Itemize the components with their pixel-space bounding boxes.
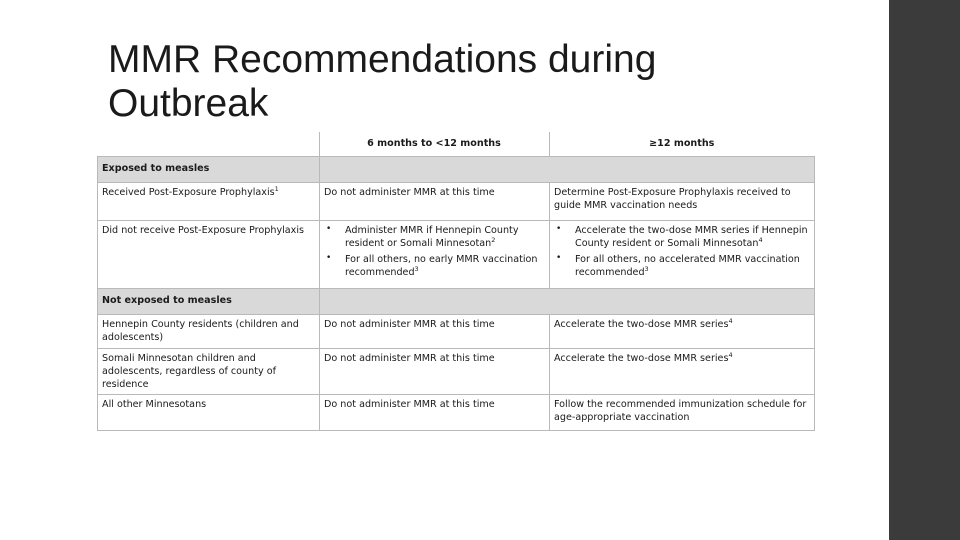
population-cell: Received Post-Exposure Prophylaxis$^1$ bbox=[98, 183, 320, 221]
header-cell-12-months-plus: ≥12 months bbox=[550, 132, 815, 157]
population-cell: Somali Minnesotan children and adolescents, regardless of county of residence bbox=[98, 349, 320, 395]
older-recommendation-cell: Follow the recommended immunization schedule for age-appropriate vaccination bbox=[550, 395, 815, 431]
population-cell: All other Minnesotans bbox=[98, 395, 320, 431]
recommendations-table bbox=[97, 132, 815, 431]
infant-recommendation-cell: Do not administer MMR at this time bbox=[320, 395, 550, 431]
infant-recommendation-cell: Do not administer MMR at this time bbox=[320, 315, 550, 349]
list-item: • Administer MMR if Hennepin County resident or Somali Minnesotan$^2$ bbox=[324, 224, 544, 250]
recommendations-table-container bbox=[97, 132, 814, 431]
bullet-list bbox=[554, 224, 809, 279]
section-label-exposed: Exposed to measles bbox=[98, 157, 320, 183]
header-cell-population bbox=[98, 132, 320, 157]
table-row bbox=[98, 395, 815, 431]
table-row bbox=[98, 315, 815, 349]
population-cell: Did not receive Post-Exposure Prophylaxis bbox=[98, 221, 320, 289]
list-item: • For all others, no early MMR vaccination recommended$^3$ bbox=[324, 253, 544, 279]
section-row-exposed bbox=[98, 157, 815, 183]
older-recommendation-cell: Accelerate the two-dose MMR series$^4$ bbox=[550, 315, 815, 349]
infant-recommendation-cell bbox=[320, 221, 550, 289]
header-cell-6-to-12-months: 6 months to <12 months bbox=[320, 132, 550, 157]
list-item: • Accelerate the two-dose MMR series if Hennepin County resident or Somali Minnesotan$^4$ bbox=[554, 224, 809, 250]
list-item: • For all others, no accelerated MMR vaccination recommended$^3$ bbox=[554, 253, 809, 279]
older-recommendation-cell: Determine Post-Exposure Prophylaxis received to guide MMR vaccination needs bbox=[550, 183, 815, 221]
bullet-list bbox=[324, 224, 544, 279]
table-row bbox=[98, 183, 815, 221]
older-recommendation-cell: Accelerate the two-dose MMR series$^4$ bbox=[550, 349, 815, 395]
infant-recommendation-cell: Do not administer MMR at this time bbox=[320, 349, 550, 395]
infant-recommendation-cell: Do not administer MMR at this time bbox=[320, 183, 550, 221]
right-side-bar bbox=[889, 0, 960, 540]
section-fill bbox=[320, 157, 815, 183]
slide-title-line-1: MMR Recommendations during bbox=[108, 38, 657, 81]
older-recommendation-cell bbox=[550, 221, 815, 289]
table-row bbox=[98, 221, 815, 289]
section-row-not-exposed bbox=[98, 289, 815, 315]
slide-title-line-2: Outbreak bbox=[108, 82, 269, 125]
table-header-row bbox=[98, 132, 815, 157]
table-row bbox=[98, 349, 815, 395]
section-fill bbox=[320, 289, 815, 315]
population-cell: Hennepin County residents (children and adolescents) bbox=[98, 315, 320, 349]
section-label-not-exposed: Not exposed to measles bbox=[98, 289, 320, 315]
slide-title bbox=[108, 38, 808, 126]
